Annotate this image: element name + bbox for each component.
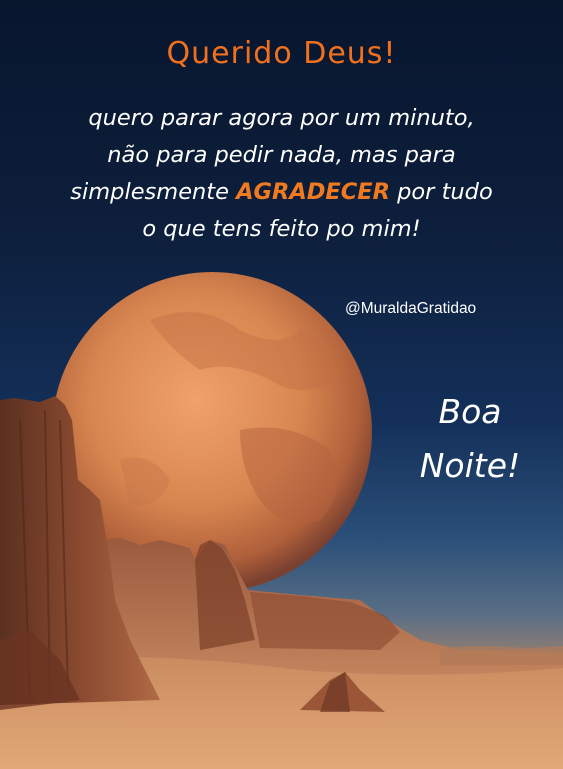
message-line-3-before: simplesmente <box>70 179 237 205</box>
greeting-line-2: Noite! <box>419 446 521 485</box>
gratitude-message <box>20 100 543 248</box>
greeting-line-1: Boa <box>438 392 502 431</box>
message-line-4: o que tens feito po mim! <box>142 216 421 242</box>
good-night-greeting <box>385 385 555 493</box>
social-handle: @MuraldaGratidao <box>345 300 477 317</box>
card-title: Querido Deus! <box>166 36 397 71</box>
message-line-3-after: por tudo <box>389 179 493 205</box>
message-line-2: não para pedir nada, mas para <box>107 142 456 168</box>
highlight-word: AGRADECER <box>236 179 390 205</box>
message-line-3 <box>20 174 543 211</box>
message-line-1: quero parar agora por um minuto, <box>88 105 475 131</box>
